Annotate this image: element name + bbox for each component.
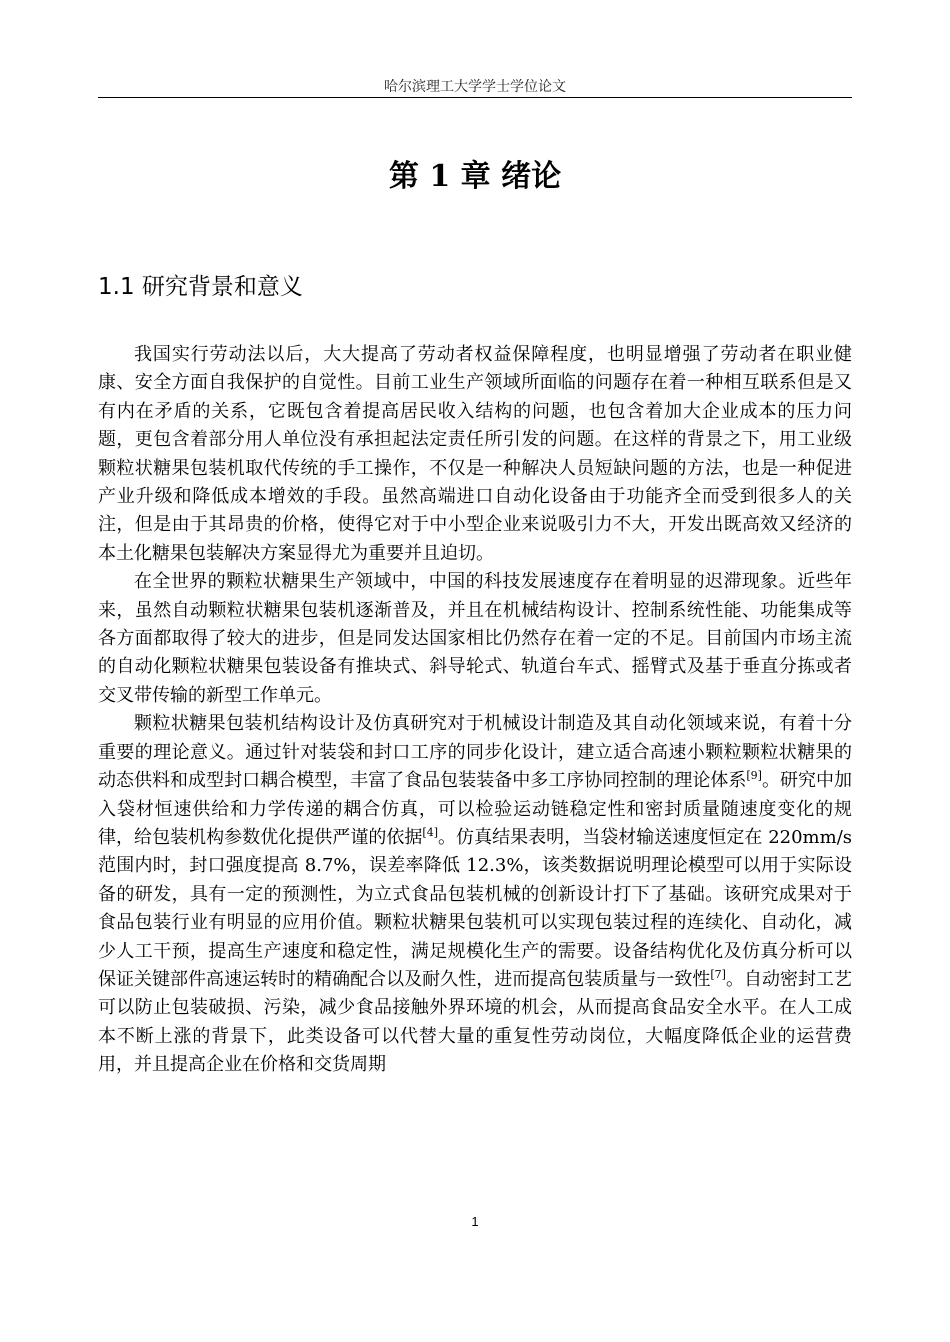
chapter-title: 第 1 章 绪论 [388, 159, 562, 194]
citation-9: [9] [746, 769, 762, 783]
paragraph-3-part-1: 颗粒状糖果包装机结构设计及仿真研究对于机械设计制造及其自动化领域来说，有着十分重要的理论意义。通过针对装袋和封口工序的同步化设计，建立适合高速小颗粒颗粒状糖果的动态供料和成型封口耦合模型，丰富了食品包装装备中多工序协同控制的理论体系 [98, 713, 852, 792]
page-number: 1 [471, 1214, 479, 1229]
paragraph-3-part-3: 。仿真结果表明，当袋材输送速度恒定在 220mm/s 范围内时，封口强度提高 8.7%，误差率降低 12.3%，该类数据说明理论模型可以用于实际设备的研发，具有一定的预测性，为立式食品包装机械的创新设计打下了基础。该研究成果对于食品包装行业有明显的应用价值。颗粒状糖果包装机可以实现包装过程的连续化、自动化，减少人工干预，提高生产速度和稳定性，满足规模化生产的需要。设备结构优化及仿真分析可以保证关键部件高速运转时的精确配合以及耐久性，进而提高包装质量与一致性 [98, 826, 852, 990]
paragraph-3-part-4: 。自动密封工艺可以防止包装破损、污染，减少食品接触外界环境的机会，从而提高食品安全水平。在人工成本不断上涨的背景下，此类设备可以代替大量的重复性劳动岗位，大幅度降低企业的运营费用，并且提高企业在价格和交货周期 [98, 968, 853, 1076]
header-rule [98, 97, 852, 98]
running-header: 哈尔滨理工大学学士学位论文 [384, 79, 566, 95]
body-text [98, 341, 852, 1080]
citation-4: [4] [422, 825, 439, 839]
paragraph-1: 我国实行劳动法以后，大大提高了劳动者权益保障程度，也明显增强了劳动者在职业健康、安全方面自我保护的自觉性。目前工业生产领域所面临的问题存在着一种相互联系但是又有内在矛盾的关系，它既包含着提高居民收入结构的问题，也包含着加大企业成本的压力问题，更包含着部分用人单位没有承担起法定责任所引发的问题。在这样的背景之下，用工业级颗粒状糖果包装机取代传统的手工操作，不仅是一种解决人员短缺问题的方法，也是一种促进产业升级和降低成本增效的手段。虽然高端进口自动化设备由于功能齐全而受到很多人的关注，但是由于其昂贵的价格，使得它对于中小型企业来说吸引力不大，开发出既高效又经济的本土化糖果包装解决方案显得尤为重要并且迫切。 [98, 344, 852, 564]
paragraph-3 [98, 710, 852, 1079]
citation-7: [7] [710, 967, 726, 981]
paragraph-2: 在全世界的颗粒状糖果生产领域中，中国的科技发展速度存在着明显的迟滞现象。近些年来，虽然自动颗粒状糖果包装机逐渐普及，并且在机械结构设计、控制系统性能、功能集成等各方面都取得了较大的进步，但是同发达国家相比仍然存在着一定的不足。目前国内市场主流的自动化颗粒状糖果包装设备有推块式、斜导轮式、轨道台车式、摇臂式及基于垂直分拣或者交叉带传输的新型工作单元。 [98, 571, 852, 706]
section-title: 1.1 研究背景和意义 [98, 274, 303, 300]
paragraph-3-part-2: 。研究中加入袋材恒速供给和力学传递的耦合仿真，可以检验运动链稳定性和密封质量随速度变化的规律，给包装机构参数优化提供严谨的依据 [98, 770, 853, 848]
